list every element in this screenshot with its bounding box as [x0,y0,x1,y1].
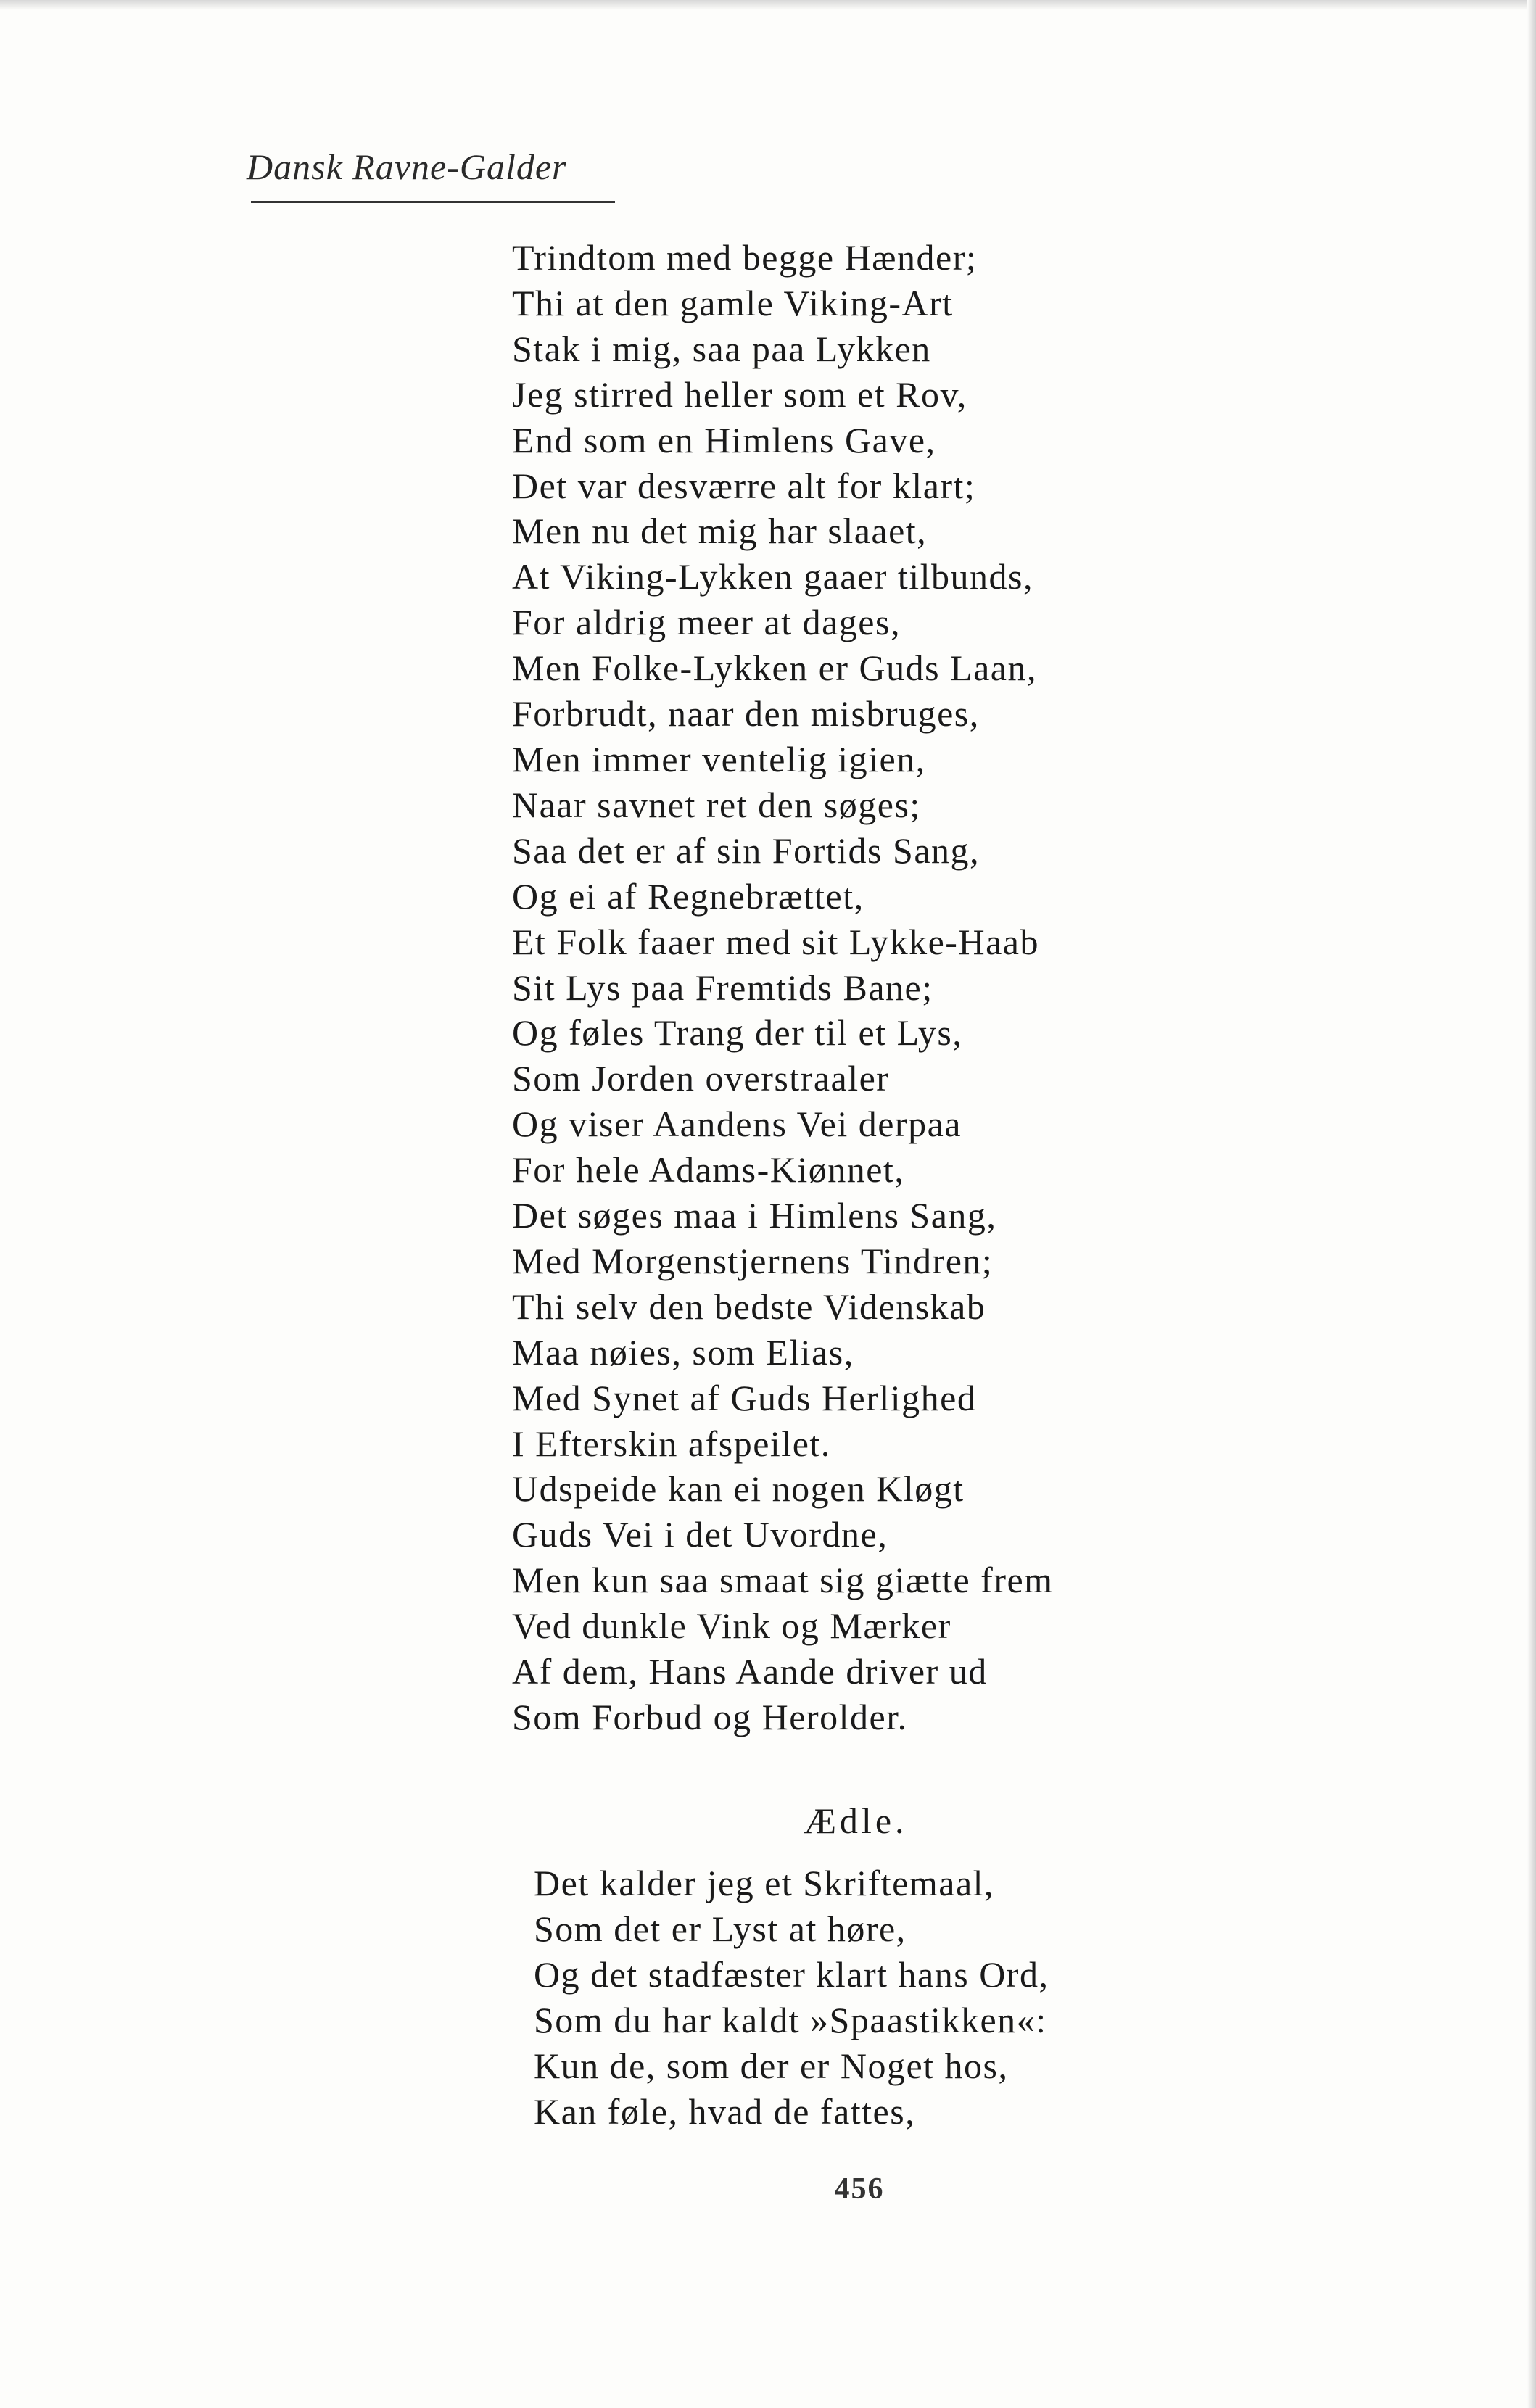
verse-line: For aldrig meer at dages, [512,602,901,643]
verse-line: Thi at den gamle Viking-Art [512,282,954,323]
page-number: 456 [834,2172,885,2206]
verse-line: End som en Himlens Gave, [512,419,936,460]
verse-line: I Efterskin afspeilet. [512,1423,831,1464]
verse-line: Kan føle, hvad de fattes, [534,2090,916,2132]
verse-line: Thi selv den bedste Videnskab [512,1286,986,1327]
page-right-edge [1527,0,1536,2408]
verse-line: Forbrudt, naar den misbruges, [512,693,980,735]
verse-line: Som det er Lyst at høre, [534,1908,907,1949]
page-top-edge [0,0,1536,10]
verse-line: Men kun saa smaat sig giætte frem [512,1560,1054,1601]
verse-line: Og det stadfæster klart hans Ord, [534,1953,1049,1995]
verse-line: At Viking-Lykken gaaer tilbunds, [512,556,1033,597]
verse-line: Men Folke-Lykken er Guds Laan, [512,647,1038,689]
section-heading: Ædle. [804,1800,908,1841]
verse-line: Og viser Aandens Vei derpaa [512,1104,962,1145]
verse-line: Det søges maa i Himlens Sang, [512,1195,997,1236]
verse-line: Et Folk faaer med sit Lykke-Haab [512,921,1039,962]
stanza-2 [534,1861,1049,2134]
verse-line: Sit Lys paa Fremtids Bane; [512,967,933,1008]
verse-line: For hele Adams-Kiønnet, [512,1149,905,1191]
verse-line: Det kalder jeg et Skriftemaal, [534,1863,995,1903]
verse-line: Udspeide kan ei nogen Kløgt [512,1468,965,1510]
verse-line: Maa nøies, som Elias, [512,1331,854,1373]
verse-line: Trindtom med begge Hænder; [512,237,978,278]
verse-line: Med Synet af Guds Herlighed [512,1377,977,1418]
verse-line: Og ei af Regnebrættet, [512,875,864,917]
verse-line: Guds Vei i det Uvordne, [512,1514,888,1555]
verse-line: Jeg stirred heller som et Rov, [512,373,967,415]
verse-line: Kun de, som der er Noget hos, [534,2045,1009,2086]
running-head: Dansk Ravne-Galder [247,146,567,187]
verse-line: Med Morgenstjernens Tindren; [512,1240,994,1281]
verse-line: Som du har kaldt »Spaastikken«: [534,1999,1047,2040]
verse-line: Saa det er af sin Fortids Sang, [512,829,980,871]
verse-line: Ved dunkle Vink og Mærker [512,1605,951,1647]
verse-line: Naar savnet ret den søges; [512,784,921,825]
verse-line: Men immer ventelig igien, [512,738,926,779]
running-head-rule [251,201,615,203]
verse-line: Som Forbud og Herolder. [512,1697,908,1737]
verse-line: Stak i mig, saa paa Lykken [512,328,931,369]
verse-line: Og føles Trang der til et Lys, [512,1012,963,1054]
verse-line: Det var desværre alt for klart; [512,465,976,506]
verse-line: Men nu det mig har slaaet, [512,510,928,552]
verse-line: Af dem, Hans Aande driver ud [512,1651,988,1692]
stanza-1 [512,235,1054,1740]
verse-line: Som Jorden overstraaler [512,1058,890,1099]
